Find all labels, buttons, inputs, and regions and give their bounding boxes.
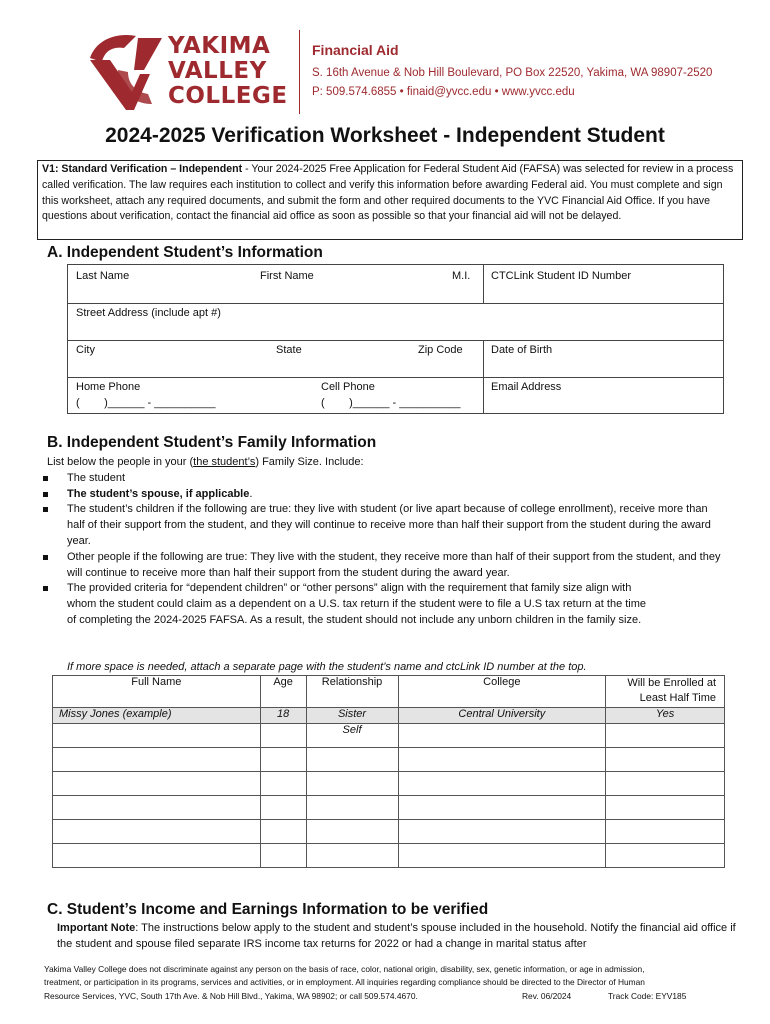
full-name-cell[interactable] — [53, 844, 261, 868]
home-phone-label: Home Phone — [76, 381, 141, 393]
bullet-icon — [43, 586, 48, 591]
age-cell[interactable] — [260, 844, 306, 868]
page-title: 2024-2025 Verification Worksheet - Independent Student — [105, 124, 665, 147]
bullet-text: The provided criteria for “dependent children” or “other persons” align with the requirement that family size align with whom the student could claim as a dependent on a U.S. tax return if the student were to file a U.S tax return at the time of completing the 2024-2025 FAFSA. As a result, the student should not include any unborn children in the family size. — [67, 582, 647, 626]
age-cell[interactable] — [260, 748, 306, 772]
enrollment-cell[interactable] — [606, 796, 725, 820]
section-c-title: C. Student’s Income and Earnings Information to be verified — [47, 901, 489, 918]
age-cell[interactable] — [260, 820, 306, 844]
section-b-title: B. Independent Student’s Family Information — [47, 434, 377, 451]
important-note-label: Important Note — [57, 922, 136, 934]
enrollment-cell[interactable] — [606, 772, 725, 796]
bullet-icon — [43, 507, 48, 512]
office-name: Financial Aid — [312, 42, 399, 58]
college-logo-wordmark — [168, 34, 288, 109]
table-row — [53, 772, 725, 796]
full-name-cell[interactable] — [53, 796, 261, 820]
example-relationship: Sister — [306, 708, 398, 724]
table-header-row — [53, 676, 725, 708]
footer-line: Yakima Valley College does not discriminate against any person on the basis of race, color, national origin, disability, sex, genetic information, or age in admission, — [44, 964, 645, 974]
student-info-grid — [67, 264, 724, 414]
relationship-cell[interactable] — [306, 844, 398, 868]
track-code: Track Code: EYV185 — [608, 990, 687, 1001]
full-name-cell[interactable] — [53, 724, 261, 748]
email-address-label: Email Address — [491, 381, 562, 393]
bullet-text: The student’s spouse, if applicable — [67, 488, 250, 500]
cell-phone-blank[interactable]: ( )______ - __________ — [321, 397, 461, 409]
family-size-intro-pre: List below the people in your ( — [47, 456, 194, 468]
logo-line: VALLEY — [168, 58, 267, 84]
bullet-icon — [43, 492, 48, 497]
relationship-cell[interactable] — [306, 796, 398, 820]
column-header-half-time: Will be Enrolled at Least Half Time — [606, 676, 725, 708]
intro-text: - Your 2024-2025 Free Application for Federal Student Aid (FAFSA) was selected for review in a process called verification. The law requires each institution to collect and verify this information before awarding Federal aid. You must complete and sign this worksheet, attach any required documents, and submit the form and other required documents to the YVC Financial Aid Office. If you have questions about verification, contact the financial aid office as soon as possible so that your financial aid will not be delayed. — [42, 163, 734, 223]
family-size-intro — [47, 455, 364, 471]
logo-line: COLLEGE — [168, 83, 288, 109]
table-row — [53, 820, 725, 844]
column-header-age: Age — [260, 676, 306, 708]
example-full-name: Missy Jones (example) — [53, 708, 261, 724]
date-of-birth-label: Date of Birth — [491, 344, 553, 356]
table-row — [53, 796, 725, 820]
office-contact — [312, 42, 712, 102]
intro-box — [37, 160, 743, 240]
college-cell[interactable] — [398, 748, 606, 772]
college-cell[interactable] — [398, 724, 606, 748]
logo-line: YAKIMA — [168, 33, 271, 59]
college-cell[interactable] — [398, 796, 606, 820]
footer-line: treatment, or participation in its programs, services and activities, or in employment. All inquiries regarding compliance should be directed to the Director of Human — [44, 977, 645, 988]
column-header-full-name: Full Name — [53, 676, 261, 708]
enrollment-cell[interactable] — [606, 820, 725, 844]
zip-code-label: Zip Code — [418, 344, 463, 356]
more-space-note: If more space is needed, attach a separate page with the student’s name and ctcLink ID number at the top. — [67, 661, 587, 673]
college-cell[interactable] — [398, 772, 606, 796]
street-address-label: Street Address (include apt #) — [76, 307, 221, 319]
relationship-cell[interactable] — [306, 748, 398, 772]
bullet-icon — [43, 476, 48, 481]
age-cell[interactable] — [260, 772, 306, 796]
list-item: The student’s spouse, if applicable. — [67, 487, 727, 503]
footer-line: Resource Services, YVC, South 17th Ave. & Nob Hill Blvd., Yakima, WA 98902; or call 509.574.4670. — [44, 990, 418, 1001]
important-note — [57, 921, 737, 953]
example-enrollment: Yes — [606, 708, 725, 724]
header-divider — [299, 30, 300, 114]
bullet-text: The student — [67, 472, 126, 484]
section-a-title: A. Independent Student’s Information — [47, 244, 323, 261]
full-name-cell[interactable] — [53, 820, 261, 844]
intro-lead: V1: Standard Verification – Independent — [42, 163, 243, 175]
middle-initial-label: M.I. — [452, 270, 471, 282]
table-row-example — [53, 708, 725, 724]
revision-date: Rev. 06/2024 — [522, 990, 572, 1001]
family-size-intro-link: the student’s — [193, 456, 256, 468]
office-phone-email: P: 509.574.6855 • finaid@yvcc.edu • www.yvcc.edu — [312, 86, 575, 98]
list-item — [67, 502, 727, 549]
age-cell[interactable] — [260, 724, 306, 748]
table-row — [53, 748, 725, 772]
bullet-text: The student’s children if the following are true: they live with student (or live apart because of college enrollment), receive more than half of their support from the student, and they will continue to receive more than half their support from the student during the award year. — [67, 503, 711, 547]
college-cell[interactable] — [398, 820, 606, 844]
column-header-college: College — [398, 676, 606, 708]
footer-last-line — [44, 990, 734, 1003]
list-item — [67, 471, 727, 487]
list-item — [67, 581, 657, 628]
first-name-label: First Name — [260, 270, 314, 282]
list-item — [67, 550, 727, 582]
enrollment-cell[interactable] — [606, 748, 725, 772]
family-members-table — [52, 675, 725, 868]
city-label: City — [76, 344, 95, 356]
college-cell[interactable] — [398, 844, 606, 868]
relationship-cell[interactable] — [306, 820, 398, 844]
relationship-cell[interactable] — [306, 772, 398, 796]
example-age: 18 — [260, 708, 306, 724]
ctclink-id-label: CTCLink Student ID Number — [491, 270, 631, 282]
example-college: Central University — [398, 708, 606, 724]
self-relationship: Self — [306, 724, 398, 748]
enrollment-cell[interactable] — [606, 724, 725, 748]
full-name-cell[interactable] — [53, 748, 261, 772]
table-row — [53, 844, 725, 868]
home-phone-blank[interactable]: ( )______ - __________ — [76, 397, 216, 409]
bullet-text: Other people if the following are true: They live with the student, they receive more than half of their support from the student, and they will continue to receive more than half their support from the student during the award year. — [67, 551, 721, 579]
footer-notice — [44, 963, 734, 1003]
bullet-icon — [43, 555, 48, 560]
cell-phone-label: Cell Phone — [321, 381, 375, 393]
office-address: S. 16th Avenue & Nob Hill Boulevard, PO Box 22520, Yakima, WA 98907-2520 — [312, 67, 713, 79]
full-name-cell[interactable] — [53, 772, 261, 796]
age-cell[interactable] — [260, 796, 306, 820]
state-label: State — [276, 344, 302, 356]
table-row — [53, 724, 725, 748]
important-note-text: : The instructions below apply to the student and student’s spouse included in the household. Notify the financial aid office if the student and spouse filed separate IRS income tax returns for 2022 or had a change in marital status after — [57, 922, 736, 950]
enrollment-cell[interactable] — [606, 844, 725, 868]
column-header-relationship: Relationship — [306, 676, 398, 708]
family-size-intro-post: ) Family Size. Include: — [255, 456, 364, 468]
last-name-label: Last Name — [76, 270, 130, 282]
